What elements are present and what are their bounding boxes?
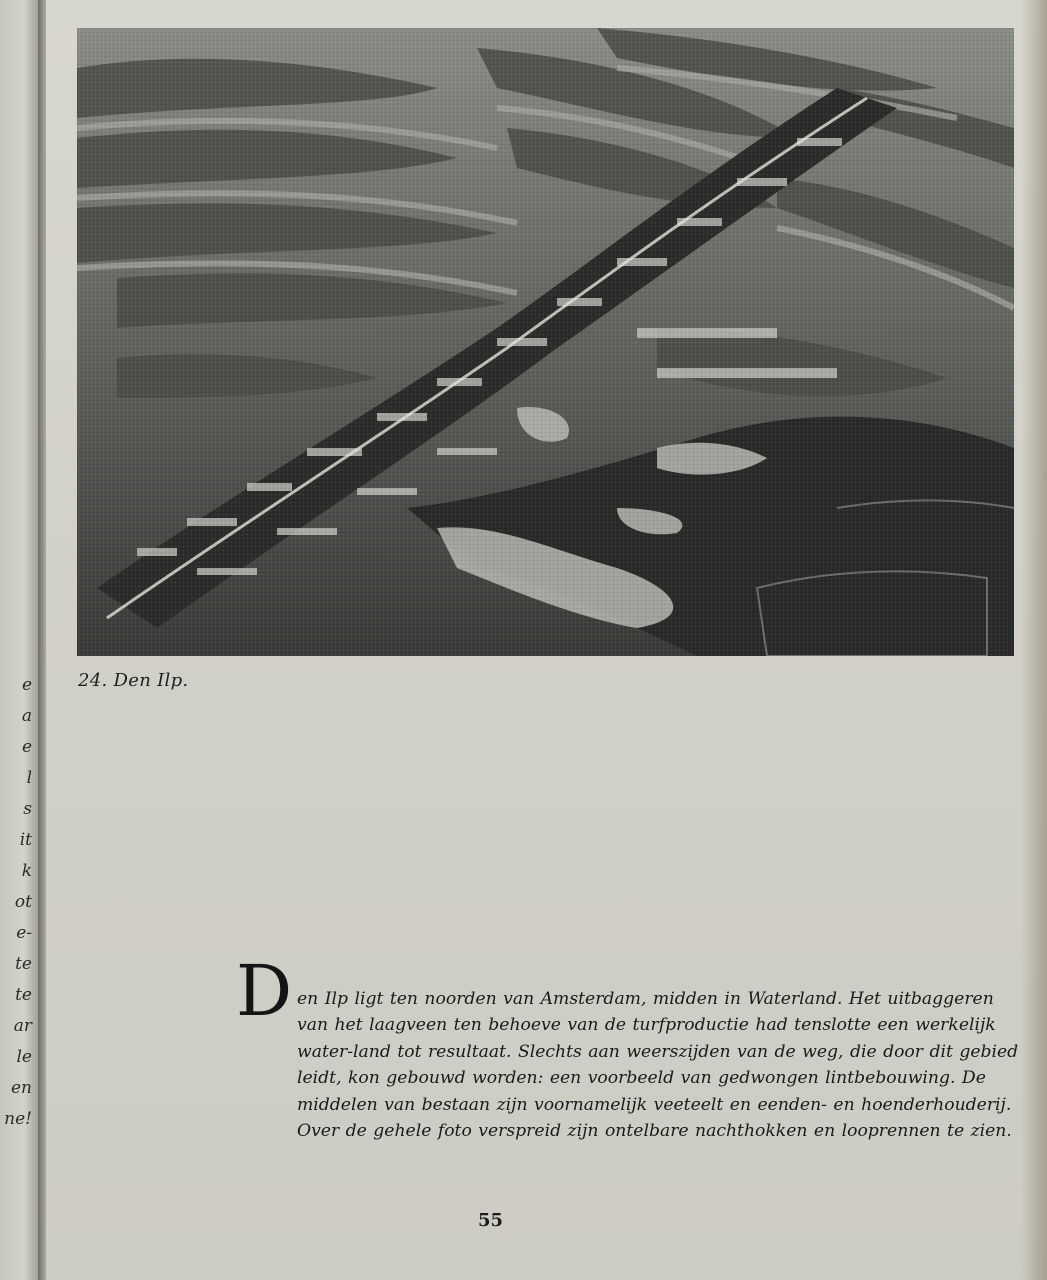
paragraph-line: leidt, kon gebouwd worden: een voorbeeld van gedwongen lintbebouwing. De [297, 1068, 986, 1089]
left-fragment: a [21, 706, 32, 726]
left-fragment: l [26, 768, 32, 788]
paragraph-line: en Ilp ligt ten noorden van Amsterdam, midden in Waterland. Het uitbaggeren [297, 989, 994, 1009]
left-fragment: te [15, 954, 32, 974]
left-fragment: e- [16, 923, 32, 943]
left-fragment: ar [13, 1016, 32, 1036]
paragraph-line: middelen van bestaan zijn voornamelijk veeteelt en eenden- en hoenderhouderij. [297, 1094, 1012, 1115]
body-paragraph [297, 986, 1017, 1144]
paragraph-line: van het laagveen ten behoeve van de turfproductie had tenslotte een werkelijk [297, 1015, 996, 1036]
figure-caption: 24. Den Ilp. [78, 670, 189, 691]
paragraph-line: water-land tot resultaat. Slechts aan weerszijden van de weg, die door dit gebied [297, 1041, 1019, 1062]
left-fragment: e [21, 675, 32, 695]
left-fragment: en [10, 1078, 32, 1098]
page-number: 55 [478, 1210, 504, 1231]
left-fragment: e [21, 737, 32, 757]
aerial-photo-drawing [77, 28, 1014, 656]
page-edge-shadow [1021, 0, 1047, 1280]
drop-cap: D [236, 950, 293, 1032]
left-fragment: ot [14, 892, 32, 912]
left-fragment: ne! [4, 1109, 32, 1129]
left-page [0, 0, 40, 1280]
left-page-text-fragments [0, 670, 32, 1135]
left-fragment: te [15, 985, 32, 1005]
left-fragment: s [23, 799, 32, 819]
aerial-photograph [77, 28, 1014, 656]
left-fragment: le [16, 1047, 32, 1067]
left-fragment: k [21, 861, 32, 881]
paragraph-line: Over de gehele foto verspreid zijn ontelbare nachthokken en looprennen te zien. [297, 1121, 1012, 1142]
left-fragment: it [19, 830, 32, 850]
